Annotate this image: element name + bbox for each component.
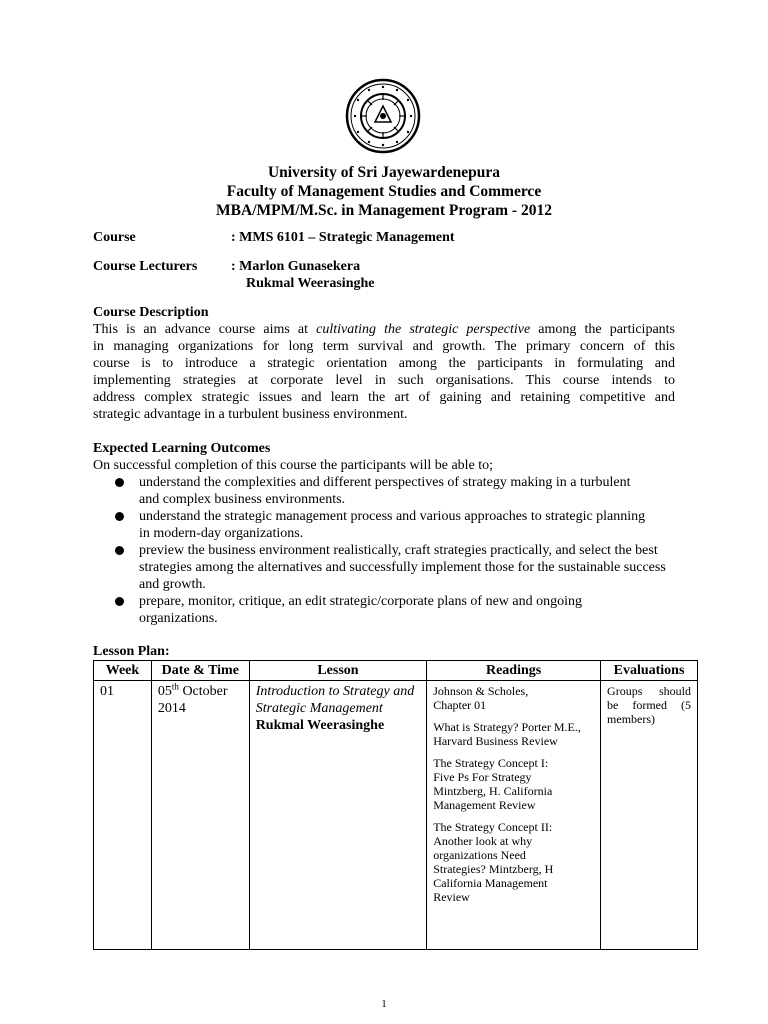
course-description-text <box>93 321 675 423</box>
header-date-time: Date & Time <box>151 661 249 681</box>
document-header <box>0 163 768 220</box>
learning-outcomes-title: Expected Learning Outcomes <box>93 441 271 456</box>
desc-line-1-emphasis: cultivating the strategic perspective <box>316 322 531 337</box>
desc-line-6: strategic advantage in a turbulent business environment. <box>93 407 408 422</box>
desc-line-3: course is to introduce a strategic orientation among the participants in formulating and <box>93 356 675 371</box>
list-item <box>93 474 639 508</box>
bullet-icon <box>115 512 124 521</box>
university-seal-icon <box>345 78 421 154</box>
reading-item: The Strategy Concept I: Five Ps For Strategy Mintzberg, H. California Management Review <box>433 756 553 812</box>
readings-cell <box>427 681 601 950</box>
lecturer-2: Rukmal Weerasinghe <box>246 276 375 291</box>
reading-item: The Strategy Concept II: Another look at why organizations Need Strategies? Mintzberg, H California Management Review <box>433 820 554 904</box>
desc-line-4: implementing strategies at corporate level in such organisations. This course intends to <box>93 373 675 388</box>
lesson-plan-table <box>93 660 698 950</box>
university-name: University of Sri Jayewardenepura <box>267 164 501 181</box>
header-week: Week <box>94 661 152 681</box>
desc-line-5: address complex strategic issues and learn the art of gaining and retaining competitive and <box>93 390 675 405</box>
lesson-topic: Introduction to Strategy and Strategic Management <box>255 684 415 716</box>
outcome-text: preview the business environment realistically, craft strategies practically, and select the best strategies among the alternatives and successfully implement those for the sustainable success and growth. <box>139 543 666 592</box>
reading-item: Johnson & Scholes, Chapter 01 <box>433 684 529 712</box>
lecturers-label: Course Lecturers <box>93 259 198 274</box>
course-description-title: Course Description <box>93 305 209 320</box>
course-value: : MMS 6101 – Strategic Management <box>231 230 455 245</box>
bullet-icon <box>115 546 124 555</box>
page-number: 1 <box>381 998 387 1010</box>
outcome-text: prepare, monitor, critique, an edit strategic/corporate plans of new and ongoing organizations. <box>139 594 583 626</box>
week-cell: 01 <box>94 681 152 950</box>
outcome-text: understand the complexities and different perspectives of strategy making in a turbulent and complex business environments. <box>139 475 631 507</box>
date-cell: 05th October 2014 <box>151 681 249 950</box>
outcome-text: understand the strategic management process and various approaches to strategic planning in modern-day organizations. <box>139 509 646 541</box>
table-header-row <box>94 661 698 681</box>
list-item <box>93 593 639 627</box>
header-readings: Readings <box>427 661 601 681</box>
learning-outcomes-list <box>93 457 693 627</box>
header-lesson: Lesson <box>249 661 427 681</box>
evaluations-cell: Groups should be formed (5 members) <box>601 681 698 950</box>
course-label: Course <box>93 230 136 245</box>
outcomes-intro: On successful completion of this course the participants will be able to; <box>93 458 494 473</box>
desc-line-1a: This is an advance course aims at <box>93 322 317 337</box>
reading-item: What is Strategy? Porter M.E., Harvard Business Review <box>433 720 581 748</box>
faculty-name: Faculty of Management Studies and Commerce <box>226 183 542 200</box>
list-item <box>93 542 675 593</box>
lesson-lecturer: Rukmal Weerasinghe <box>255 718 385 733</box>
lesson-cell <box>249 681 427 950</box>
list-item <box>93 508 649 542</box>
table-row <box>94 681 698 950</box>
program-name: MBA/MPM/M.Sc. in Management Program - 2012 <box>216 202 552 219</box>
lecturer-1: : Marlon Gunasekera <box>231 259 361 274</box>
lesson-plan-title: Lesson Plan: <box>93 644 170 659</box>
bullet-icon <box>115 478 124 487</box>
bullet-icon <box>115 597 124 606</box>
header-evaluations: Evaluations <box>601 661 698 681</box>
desc-line-1c: among the participants <box>530 322 675 337</box>
desc-line-2: in managing organizations for long term survival and growth. The primary concern of this <box>93 339 675 354</box>
